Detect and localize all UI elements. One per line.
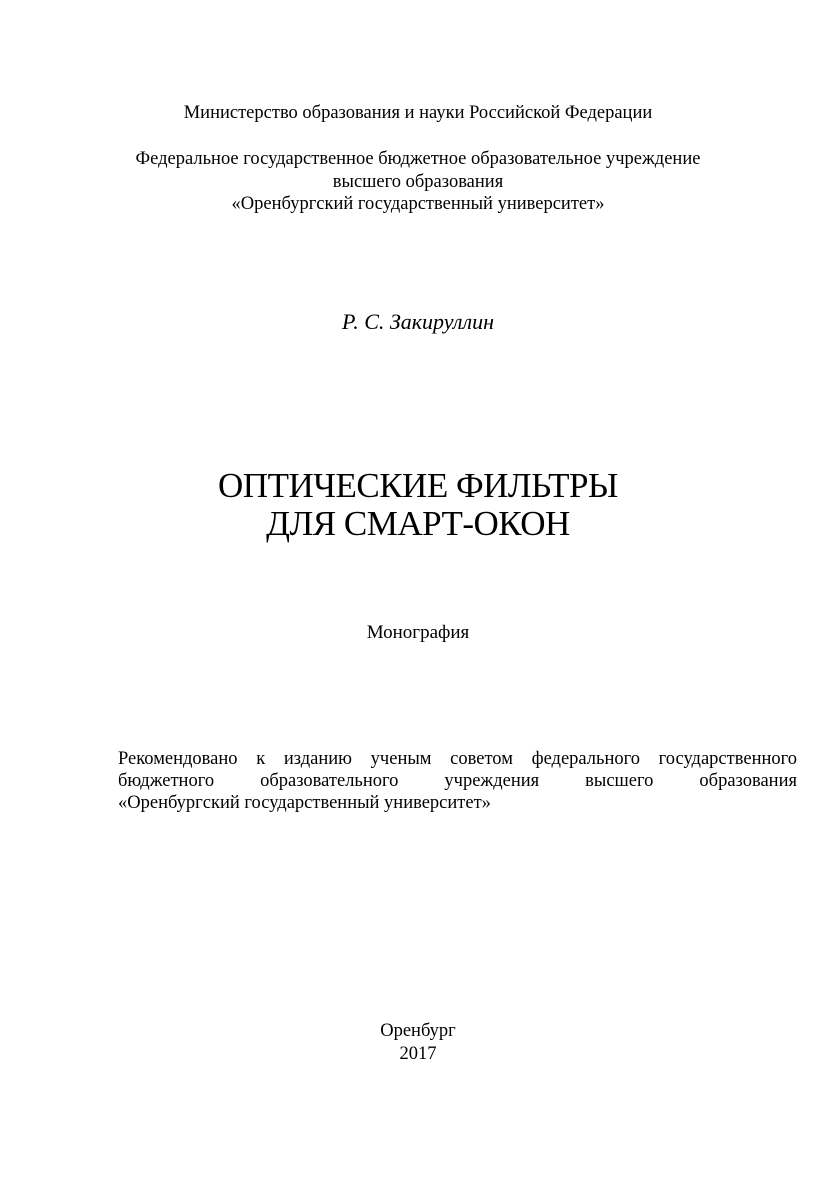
book-title-line-1: ОПТИЧЕСКИЕ ФИЛЬТРЫ bbox=[218, 466, 618, 505]
recommendation-note bbox=[118, 748, 797, 814]
institution-line-2: высшего образования bbox=[332, 172, 504, 192]
book-title-line-2: ДЛЯ СМАРТ-ОКОН bbox=[266, 504, 570, 543]
recommendation-line-1: Рекомендовано к изданию ученым советом федерального государственного bbox=[118, 749, 797, 769]
institution-line-3: «Оренбургский государственный университет» bbox=[231, 194, 605, 214]
imprint-year: 2017 bbox=[399, 1044, 437, 1064]
ministry-name: Министерство образования и науки Российской Федерации bbox=[183, 103, 653, 123]
institution-line-1: Федеральное государственное бюджетное образовательное учреждение bbox=[135, 149, 701, 169]
genre-label: Монография bbox=[366, 622, 470, 643]
recommendation-line-3: «Оренбургский государственный университет» bbox=[118, 793, 491, 813]
imprint-city: Оренбург bbox=[380, 1021, 456, 1041]
author-name: Р. С. Закируллин bbox=[341, 309, 495, 334]
recommendation-line-2: бюджетного образовательного учреждения высшего образования bbox=[118, 771, 797, 791]
